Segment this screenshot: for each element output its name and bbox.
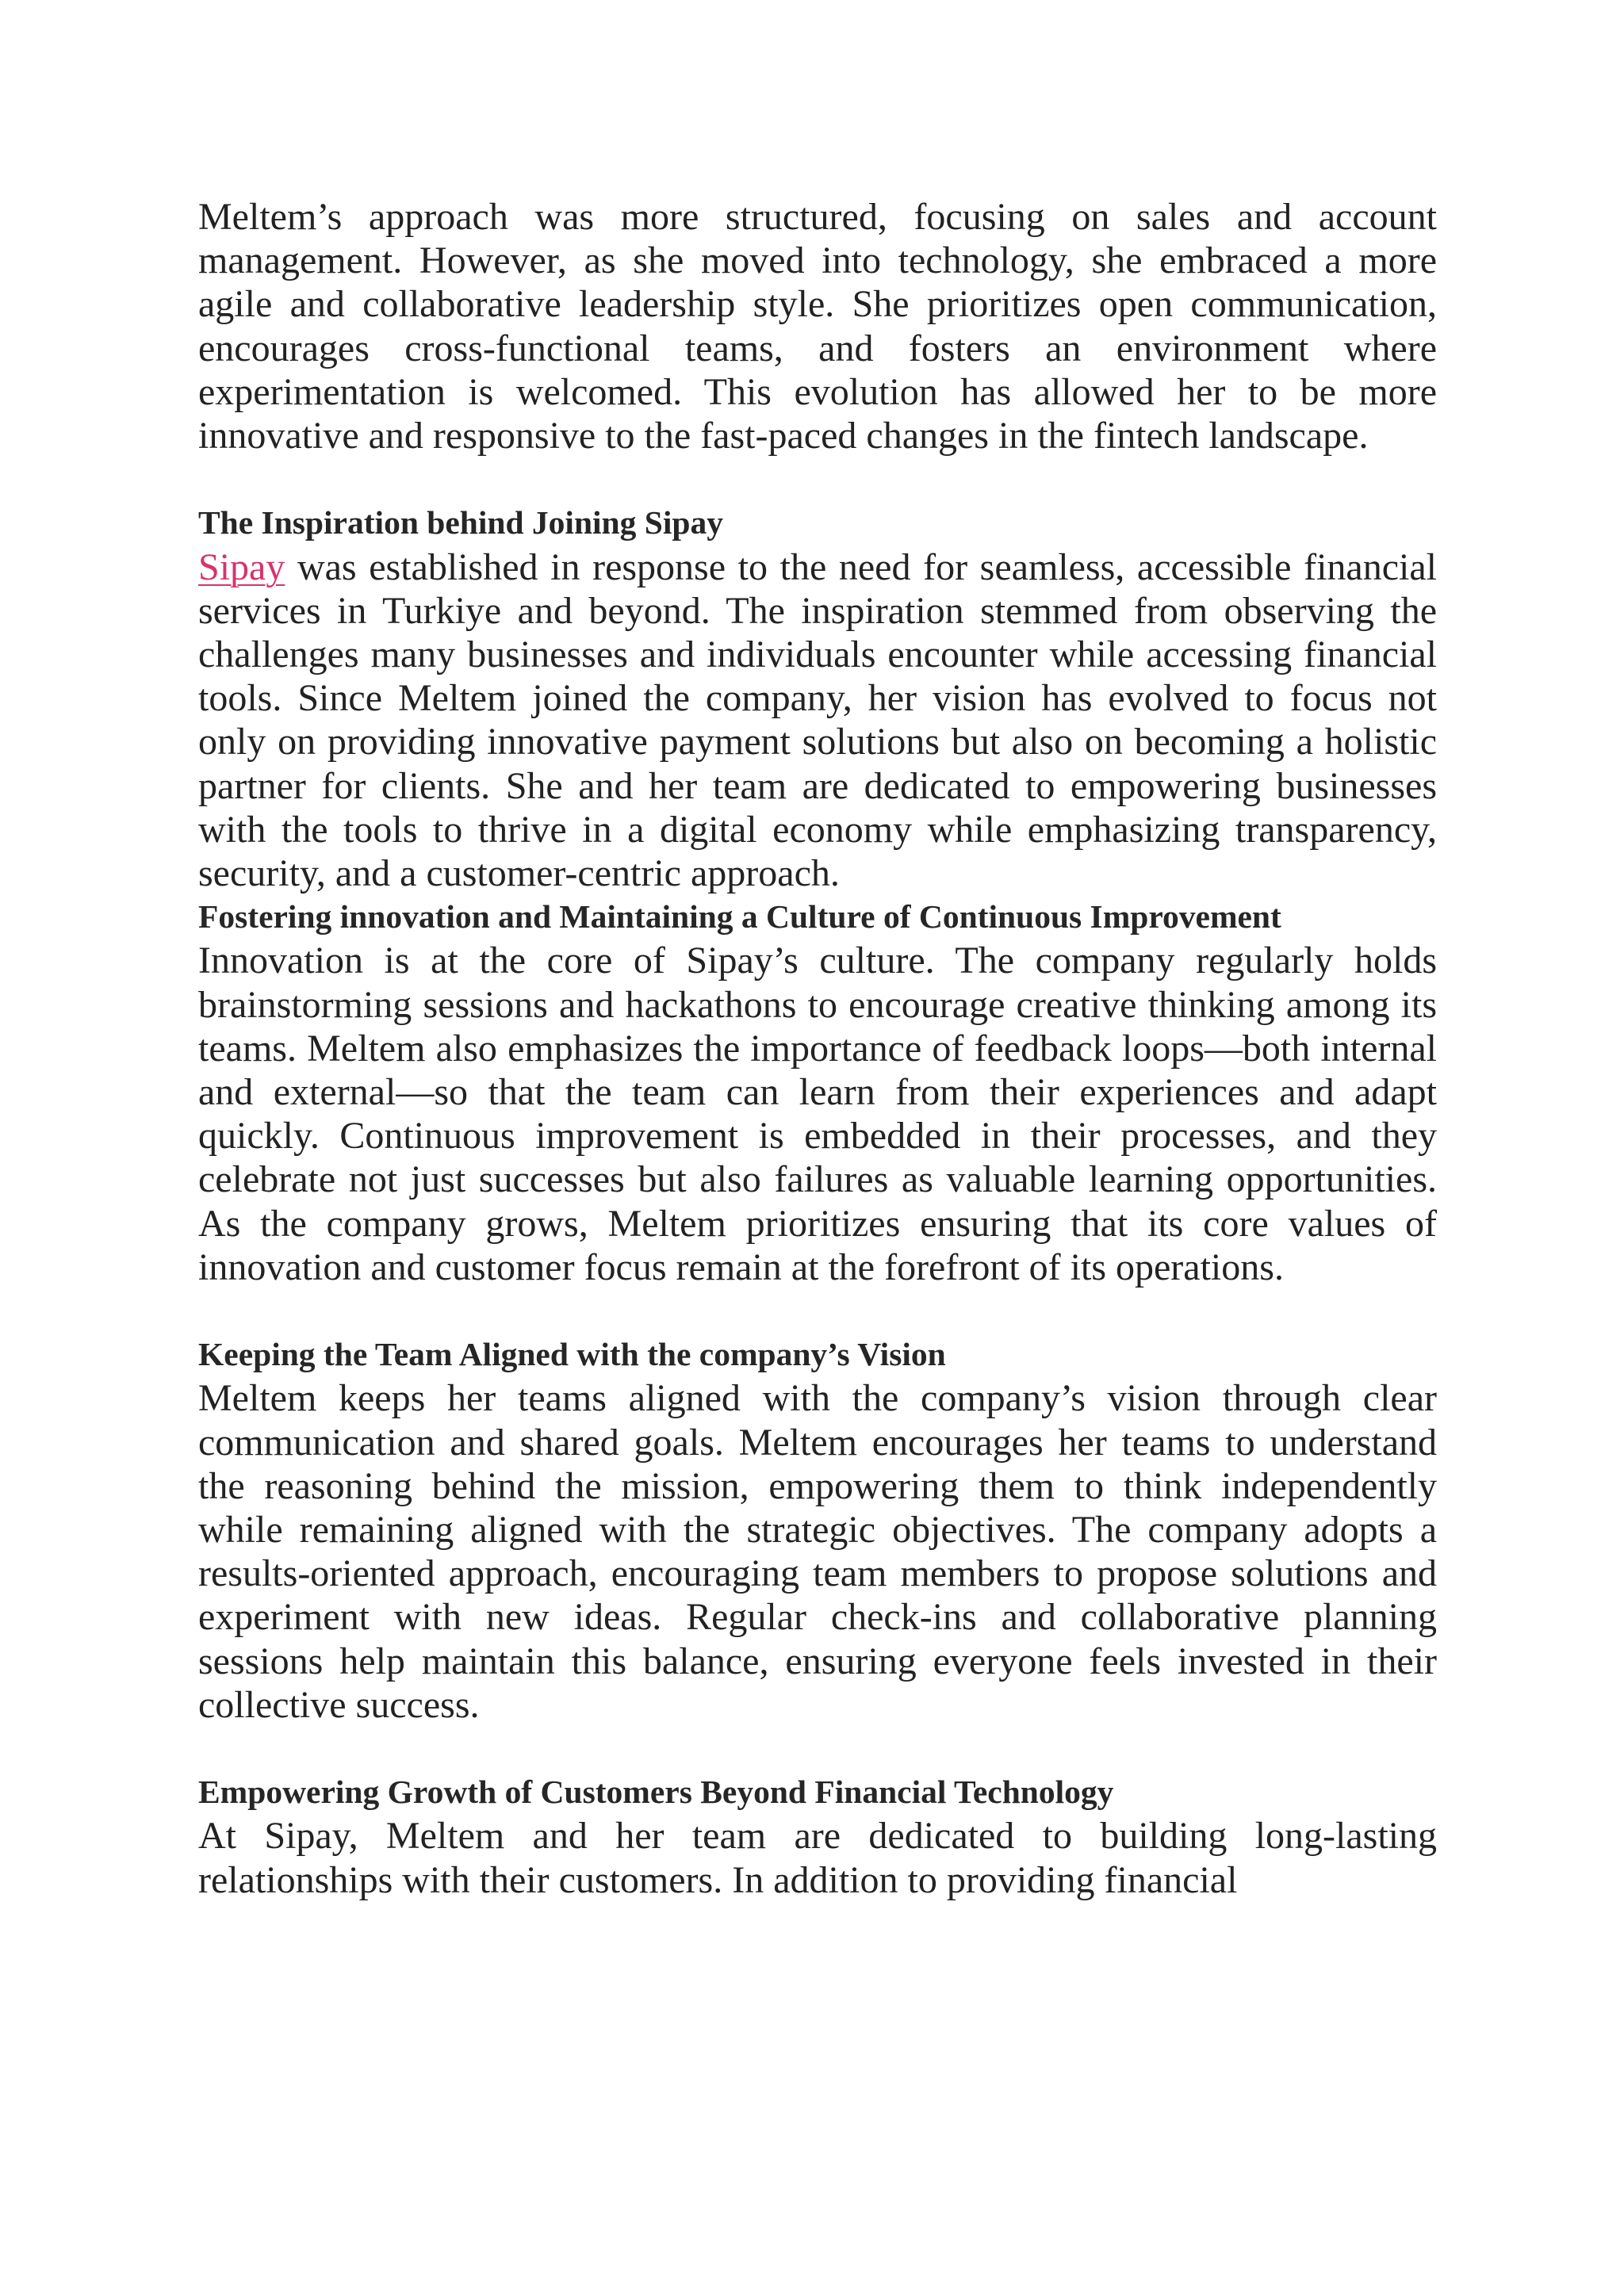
heading-team-alignment: Keeping the Team Aligned with the company’s Vision xyxy=(198,1336,946,1373)
heading-inspiration: The Inspiration behind Joining Sipay xyxy=(198,504,723,541)
paragraph-fostering-innovation: Innovation is at the core of Sipay’s culture. The company regularly holds brainstorming sessions and hackathons to encourage creative thinking among its teams. Meltem also emphasizes the importance of feedback loops—both internal and external—so that the team can learn from their experiences and adapt quickly. Continuous improvement is embedded in their processes, and they celebrate not just successes but also failures as valuable learning opportunities. As the company grows, Meltem prioritizes ensuring that its core values of innovation and customer focus remain at the forefront of its operations. xyxy=(198,939,1437,1288)
document-page xyxy=(198,195,1437,1902)
paragraph-team-alignment: Meltem keeps her teams aligned with the company’s vision through clear communication and shared goals. Meltem encourages her teams to understand the reasoning behind the mission, empowering them to think independently while remaining aligned with the strategic objectives. The company adopts a results-oriented approach, encouraging team members to propose solutions and experiment with new ideas. Regular check-ins and collaborative planning sessions help maintain this balance, ensuring everyone feels invested in their collective success. xyxy=(198,1377,1437,1726)
sipay-link[interactable]: Sipay xyxy=(198,545,285,588)
paragraph-gap xyxy=(198,457,1437,501)
paragraph-inspiration xyxy=(198,545,1437,896)
heading-fostering-innovation: Fostering innovation and Maintaining a Culture of Continuous Improvement xyxy=(198,898,1281,936)
heading-empowering-growth: Empowering Growth of Customers Beyond Financial Technology xyxy=(198,1774,1114,1811)
paragraph-gap xyxy=(198,1289,1437,1333)
paragraph-empowering-growth: At Sipay, Meltem and her team are dedicated to building long-lasting relationships with their customers. In addition to providing financial xyxy=(198,1815,1437,1901)
paragraph-leadership-approach: Meltem’s approach was more structured, focusing on sales and account management. However, as she moved into technology, she embraced a more agile and collaborative leadership style. She prioritizes open communication, encourages cross-functional teams, and fosters an environment where experimentation is welcomed. This evolution has allowed her to be more innovative and responsive to the fast-paced changes in the fintech landscape. xyxy=(198,196,1437,457)
paragraph-gap xyxy=(198,1727,1437,1770)
paragraph-inspiration-text: was established in response to the need for seamless, accessible financial services in Turkiye and beyond. The inspiration stemmed from observing the challenges many businesses and individuals encounter while accessing financial tools. Since Meltem joined the company, her vision has evolved to focus not only on providing innovative payment solutions but also on becoming a holistic partner for clients. She and her team are dedicated to empowering businesses with the tools to thrive in a digital economy while emphasizing transparency, security, and a customer-centric approach. xyxy=(198,545,1437,895)
